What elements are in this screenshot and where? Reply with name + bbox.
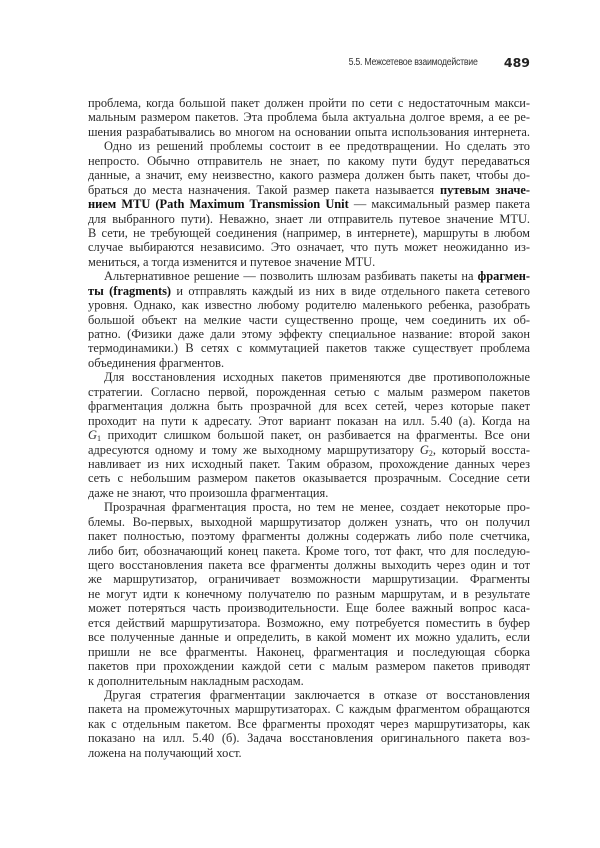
text-run: шения разрабатывались во многом на основании опыта использования интернета. (88, 124, 530, 139)
text-run: может потеряться часть производительности. Еще более важный вопрос каса- (88, 601, 530, 616)
text-run: мениться, а тогда изменится и путевое значение MTU. (88, 254, 376, 269)
text-run: для выбранного пути). Неважно, знает ли отправитель путевое значение MTU. (88, 211, 530, 226)
text-run: адресуются одному и тому же выходному маршрутизатору (88, 442, 420, 457)
text-run: блемы. Во-первых, выходной маршрутизатор должен узнать, что он получил (88, 514, 530, 529)
text-run: непросто. Обычно отправитель не знает, по какому пути будут передаваться (88, 153, 530, 168)
text-line (88, 688, 530, 702)
text-run: фрагментация должна быть прозрачной для всех сетей, через которые пакет (88, 399, 530, 414)
paragraph (88, 96, 530, 139)
text-line (88, 500, 530, 514)
bold-term: нием MTU (Path Maximum Transmission Unit (88, 197, 349, 212)
text-line (88, 529, 530, 543)
text-run: приходит слишком большой пакет, он разбивается на фрагменты. Все они (100, 428, 530, 443)
italic-symbol: G (88, 428, 97, 443)
page-header (300, 55, 530, 71)
text-run: навливает из них исходный пакет. Таким образом, прохождение данных через (88, 456, 530, 471)
text-run: данные, а значит, ему неизвестно, какого размера должен быть пакет, чтобы до- (88, 168, 530, 183)
text-line (88, 457, 530, 471)
text-run: термодинамики.) В сетях с коммутацией пакетов также существует проблема (88, 341, 530, 356)
text-run: — максимальный размер пакета (348, 197, 530, 212)
text-line (88, 443, 530, 457)
text-line (88, 674, 530, 688)
text-run: ратно. (Физики даже дали этому эффекту специальное название: второй закон (88, 327, 530, 341)
text-run: мальным размером пакетов. Эта проблема была актуальна долгое время, а ее ре- (88, 110, 530, 125)
text-line (88, 731, 530, 745)
text-line (88, 356, 530, 370)
text-run: Одно из решений проблемы состоит в ее предотвращении. Но сделать это (104, 139, 530, 154)
text-line (88, 645, 530, 659)
paragraph (88, 500, 530, 688)
text-run: большой объект на мелкие части существенно проще, чем соединить их об- (88, 312, 530, 327)
text-line (88, 544, 530, 558)
text-line (88, 154, 530, 168)
text-run: браться до места назначения. Такой размер пакета называется (88, 182, 440, 197)
text-line (88, 399, 530, 413)
paragraph (88, 139, 530, 269)
text-line (88, 341, 530, 355)
text-run: пакет полностью, поэтому фрагменты должны содержать либо поле счетчика, (88, 529, 530, 544)
subscript: 2 (428, 448, 433, 458)
text-run: Прозрачная фрагментация проста, но тем не менее, создает некоторые про- (104, 500, 530, 515)
paragraph (88, 370, 530, 500)
text-line (88, 587, 530, 601)
text-run: объединения фрагментов. (88, 355, 225, 370)
running-title: 5.5. Межсетевое взаимодействие (349, 57, 478, 68)
text-run: проблема, когда большой пакет должен пройти по сети с недостаточным макси- (88, 96, 530, 110)
page-number: 489 (503, 55, 530, 70)
text-line (88, 240, 530, 254)
bold-term: фрагмен- (477, 269, 530, 284)
text-run: стратегии. Согласно первой, порожденная сетью с малым размером пакетов (88, 384, 530, 399)
text-line (88, 746, 530, 760)
text-line (88, 284, 530, 298)
text-run: проходит на пути к адресату. Этот вариант показан на илл. 5.40 (а). Когда на (88, 413, 530, 428)
text-line (88, 515, 530, 529)
text-line (88, 428, 530, 442)
paragraph (88, 688, 530, 760)
text-line (88, 269, 530, 283)
text-run: ложена на получающий хост. (88, 745, 242, 760)
text-run: Другая стратегия фрагментации заключается в отказе от восстановления (104, 687, 530, 702)
text-run: к дополнительным накладным расходам. (88, 673, 304, 688)
text-run: же маршрутизатор, ограничивает возможности маршрутизации. Фрагменты (88, 572, 530, 587)
text-line (88, 471, 530, 485)
text-run: В сети, не требующей соединения (например, в интернете), маршруты в любом (88, 225, 530, 240)
text-line (88, 558, 530, 572)
text-line (88, 298, 530, 312)
italic-symbol: G (419, 442, 429, 457)
bold-term: путевым значе- (439, 182, 530, 197)
text-run: уровня. Однако, как известно любому родителю маленького ребенка, разобрать (88, 298, 530, 313)
text-run: пакета на промежуточных маршрутизаторах. С каждым фрагментом обращаются (88, 702, 530, 717)
text-run: показано на илл. 5.40 (б). Задача восстановления оригинального пакета воз- (88, 731, 530, 746)
text-run: сеть с небольшим размером пакетов оказывается прозрачным. Соседние сети (88, 471, 530, 486)
text-line (88, 313, 530, 327)
text-run: и отправлять каждый из них в виде отдельного пакета сетевого (171, 283, 530, 298)
text-line (88, 197, 530, 211)
text-run: не могут идти к конечному получателю по разным маршрутам, и в результате (88, 586, 530, 601)
text-run: случае выбираются независимо. Это означает, что путь может неожиданно из- (88, 240, 530, 255)
text-run: ется действий маршрутизатора. Возможно, ему потребуется поместить в буфер (88, 615, 530, 630)
text-line (88, 616, 530, 630)
text-run: Альтернативное решение — позволить шлюзам разбивать пакеты на (104, 269, 478, 284)
text-line (88, 168, 530, 182)
text-run: как с отдельным пакетом. Все фрагменты проходят через маршрутизаторы, как (88, 716, 530, 731)
paragraph (88, 269, 530, 370)
text-line (88, 630, 530, 644)
bold-term: ты (fragments) (88, 283, 172, 298)
text-line (88, 226, 530, 240)
text-run: даже не знают, что произошла фрагментация. (88, 485, 329, 500)
text-line (88, 486, 530, 500)
text-line (88, 702, 530, 716)
text-line (88, 717, 530, 731)
text-line (88, 659, 530, 673)
text-run: все полученные данные и определить, в какой момент их можно удалить, если (88, 630, 530, 645)
text-run: пакетов при прохождении каждой сети с малым размером пакетов приводят (88, 659, 530, 674)
text-line (88, 385, 530, 399)
text-run: щего восстановления пакета все фрагменты должны выходить через один и тот (88, 558, 530, 572)
text-run: либо бит, обозначающий конец пакета. Кроме того, тот факт, что для последую- (88, 543, 530, 558)
text-line (88, 327, 530, 341)
text-line (88, 183, 530, 197)
text-line (88, 370, 530, 384)
text-run: Для восстановления исходных пакетов применяются две противоположные (104, 370, 530, 385)
text-line (88, 110, 530, 124)
text-line (88, 96, 530, 110)
text-line (88, 572, 530, 586)
text-run: пришли не все фрагменты. Наконец, фрагментация и последующая сборка (88, 644, 530, 659)
text-line (88, 601, 530, 615)
text-line (88, 212, 530, 226)
body-text (88, 96, 530, 760)
text-line (88, 255, 530, 269)
text-line (88, 125, 530, 139)
subscript: 1 (96, 434, 101, 444)
text-run: , который восста- (432, 442, 531, 457)
text-line (88, 414, 530, 428)
text-line (88, 139, 530, 153)
